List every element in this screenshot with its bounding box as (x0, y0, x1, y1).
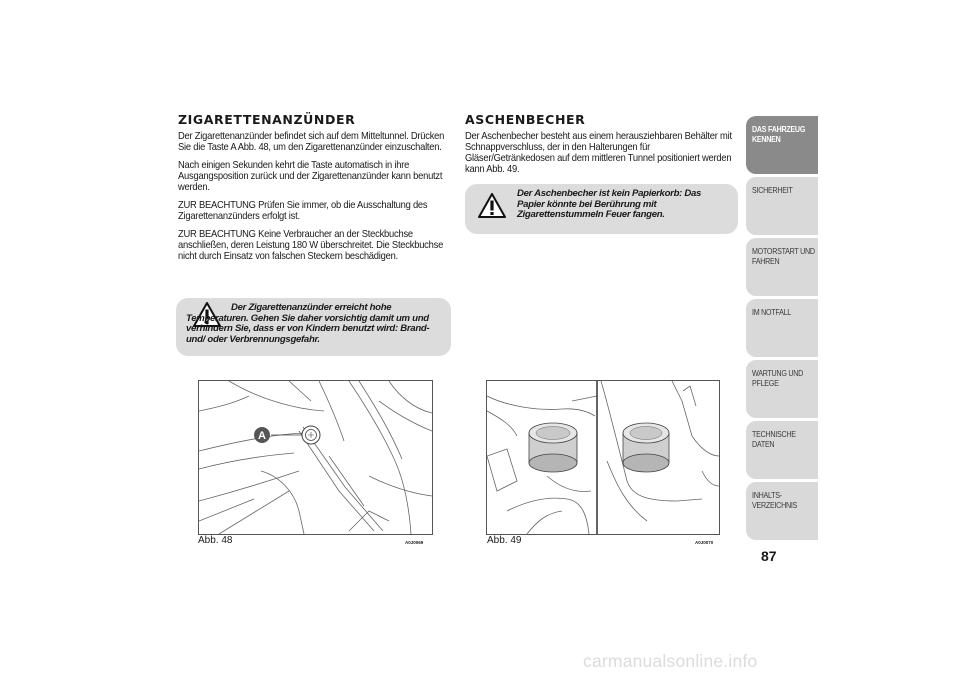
chapter-nav (746, 116, 818, 543)
cigarette-lighter-illustration (199, 381, 432, 534)
paragraph: Der Aschenbecher besteht aus einem herausziehbaren Behälter mit Schnappverschluss, der in den Halterungen für Gläser/Getränkedosen auf dem mittleren Tunnel positioniert werden kann Abb. 49. (465, 131, 732, 175)
paragraph: ZUR BEACHTUNG Prüfen Sie immer, ob die Ausschaltung des Zigarettenanzünders erfolgt ist. (178, 200, 428, 222)
nav-tab-label: IM NOTFALL (752, 307, 791, 317)
nav-tab-wartung[interactable] (746, 360, 818, 418)
nav-tab-label: TECHNISCHE DATEN (752, 429, 796, 449)
nav-tab-label: MOTORSTART UND FAHREN (752, 246, 815, 266)
warning-text: Der Zigarettenanzünder erreicht hohe Temperaturen. Gehen Sie daher vorsichtig damit um und verhindern Sie, dass er von Kindern benutzt wird: Brand- und/ oder Verbrennungsgefahr. (186, 302, 430, 345)
figure-caption: Abb. 48 (198, 535, 233, 546)
ashtray-illustration (487, 381, 719, 534)
page-number: 87 (761, 548, 777, 564)
figure-code: A0J0070 (695, 540, 714, 545)
warning-icon (478, 193, 506, 218)
watermark: carmanualsonline.info (583, 651, 758, 671)
paragraph: Der Zigarettenanzünder befindet sich auf dem Mitteltunnel. Drücken Sie die Taste A Abb. 48, um den Zigarettenanzünder einzuschalten. (178, 131, 445, 153)
nav-tab-motorstart[interactable] (746, 238, 818, 296)
section-heading: ZIGARETTENANZÜNDER (178, 112, 356, 127)
nav-tab-fahrzeug-kennen[interactable] (746, 116, 818, 174)
nav-tab-technische-daten[interactable] (746, 421, 818, 479)
paragraph: ZUR BEACHTUNG Keine Verbraucher an der Steckbuchse anschließen, deren Leistung 180 W überschreitet. Die Steckbuchse nicht durch Einsatz von falschen Steckern beschädigen. (178, 229, 444, 262)
callout-a: A (258, 430, 266, 442)
section-heading: ASCHENBECHER (465, 112, 586, 127)
warning-box (176, 298, 451, 356)
warning-box (465, 184, 738, 234)
nav-tab-label: INHALTS-VERZEICHNIS (752, 490, 798, 510)
paragraph: Nach einigen Sekunden kehrt die Taste automatisch in ihre Ausgangsposition zurück und der Zigarettenanzünder kann benutzt werden. (178, 160, 443, 193)
nav-tab-im-notfall[interactable] (746, 299, 818, 357)
nav-tab-sicherheit[interactable] (746, 177, 818, 235)
section-aschenbecher (465, 112, 740, 182)
nav-tab-inhaltsverzeichnis[interactable] (746, 482, 818, 540)
section-zigarettenanzuender (178, 112, 456, 269)
warning-text: Der Aschenbecher ist kein Papierkorb: Das Papier könnte bei Berührung mit Zigarettenstummeln Feuer fangen. (517, 188, 702, 220)
figure-ashtray (486, 380, 720, 535)
nav-tab-label: SICHERHEIT (752, 185, 793, 195)
nav-tab-label: DAS FAHRZEUG KENNEN (752, 124, 806, 144)
figure-code: A0J0069 (405, 540, 424, 545)
figure-caption: Abb. 49 (487, 535, 522, 546)
nav-tab-label: WARTUNG UND PFLEGE (752, 368, 803, 388)
figure-cigarette-lighter (198, 380, 433, 535)
